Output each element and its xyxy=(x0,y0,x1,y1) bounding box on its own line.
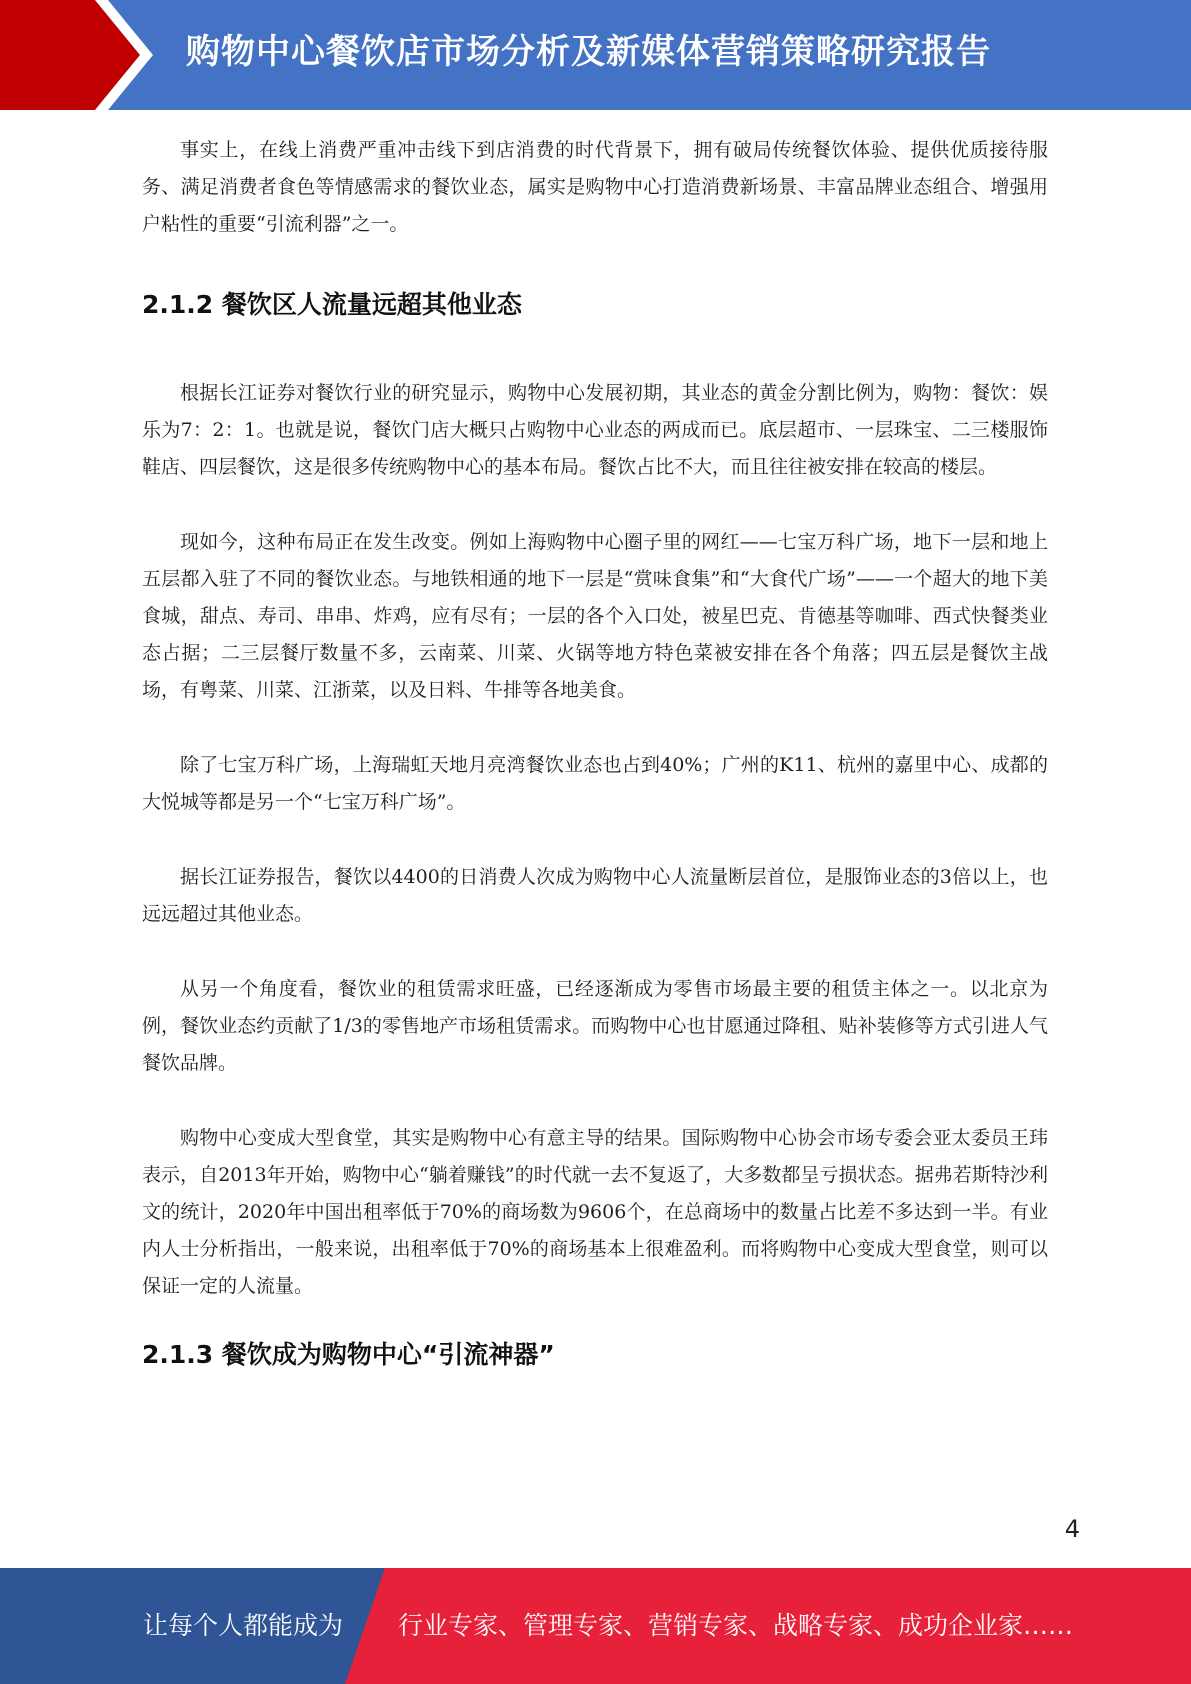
footer-slogan-right: 行业专家、管理专家、营销专家、战略专家、成功企业家…… xyxy=(398,1611,1074,1640)
paragraph-5: 从另一个角度看，餐饮业的租赁需求旺盛，已经逐渐成为零售市场最主要的租赁主体之一。以北京为例，餐饮业态约贡献了1/3的零售地产市场租赁需求。而购物中心也甘愿通过降租、贴补装修等方式引进人气餐饮品牌。 xyxy=(142,978,1048,1074)
red-chevron-logo xyxy=(0,0,160,110)
header-banner xyxy=(0,0,1191,110)
paragraph-3: 除了七宝万科广场，上海瑞虹天地月亮湾餐饮业态也占到40%；广州的K11、杭州的嘉里中心、成都的大悦城等都是另一个“七宝万科广场”。 xyxy=(142,754,1048,813)
report-title: 购物中心餐饮店市场分析及新媒体营销策略研究报告 xyxy=(186,32,991,72)
paragraph-4: 据长江证券报告，餐饮以4400的日消费人次成为购物中心人流量断层首位，是服饰业态的3倍以上，也远远超过其他业态。 xyxy=(142,866,1048,925)
paragraph-intro: 事实上，在线上消费严重冲击线下到店消费的时代背景下，拥有破局传统餐饮体验、提供优质接待服务、满足消费者食色等情感需求的餐饮业态，属实是购物中心打造消费新场景、丰富品牌业态组合、增强用户粘性的重要“引流利器”之一。 xyxy=(142,139,1048,235)
paragraph-1: 根据长江证券对餐饮行业的研究显示，购物中心发展初期，其业态的黄金分割比例为，购物：餐饮：娱乐为7：2：1。也就是说，餐饮门店大概只占购物中心业态的两成而已。底层超市、一层珠宝、二三楼服饰鞋店、四层餐饮，这是很多传统购物中心的基本布局。餐饮占比不大，而且往往被安排在较高的楼层。 xyxy=(142,382,1048,478)
document-body xyxy=(142,132,1048,1375)
section-heading-2-1-2: 2.1.2 餐饮区人流量远超其他业态 xyxy=(142,290,522,319)
section-heading-2-1-3: 2.1.3 餐饮成为购物中心“引流神器” xyxy=(142,1340,555,1369)
paragraph-2: 现如今，这种布局正在发生改变。例如上海购物中心圈子里的网红——七宝万科广场，地下一层和地上五层都入驻了不同的餐饮业态。与地铁相通的地下一层是“赏味食集”和“大食代广场”——一个超大的地下美食城，甜点、寿司、串串、炸鸡，应有尽有；一层的各个入口处，被星巴克、肯德基等咖啡、西式快餐类业态占据；二三层餐厅数量不多，云南菜、川菜、火锅等地方特色菜被安排在各个角落；四五层是餐饮主战场，有粤菜、川菜、江浙菜，以及日料、牛排等各地美食。 xyxy=(142,531,1048,701)
footer-banner xyxy=(0,1568,1191,1684)
footer-slogan-left: 让每个人都能成为 xyxy=(143,1611,344,1640)
page-number: 4 xyxy=(1064,1515,1080,1543)
paragraph-6: 购物中心变成大型食堂，其实是购物中心有意主导的结果。国际购物中心协会市场专委会亚太委员王玮表示，自2013年开始，购物中心“躺着赚钱”的时代就一去不复返了，大多数都呈亏损状态。据弗若斯特沙利文的统计，2020年中国出租率低于70%的商场数为9606个，在总商场中的数量占比差不多达到一半。有业内人士分析指出，一般来说，出租率低于70%的商场基本上很难盈利。而将购物中心变成大型食堂，则可以保证一定的人流量。 xyxy=(142,1127,1048,1297)
